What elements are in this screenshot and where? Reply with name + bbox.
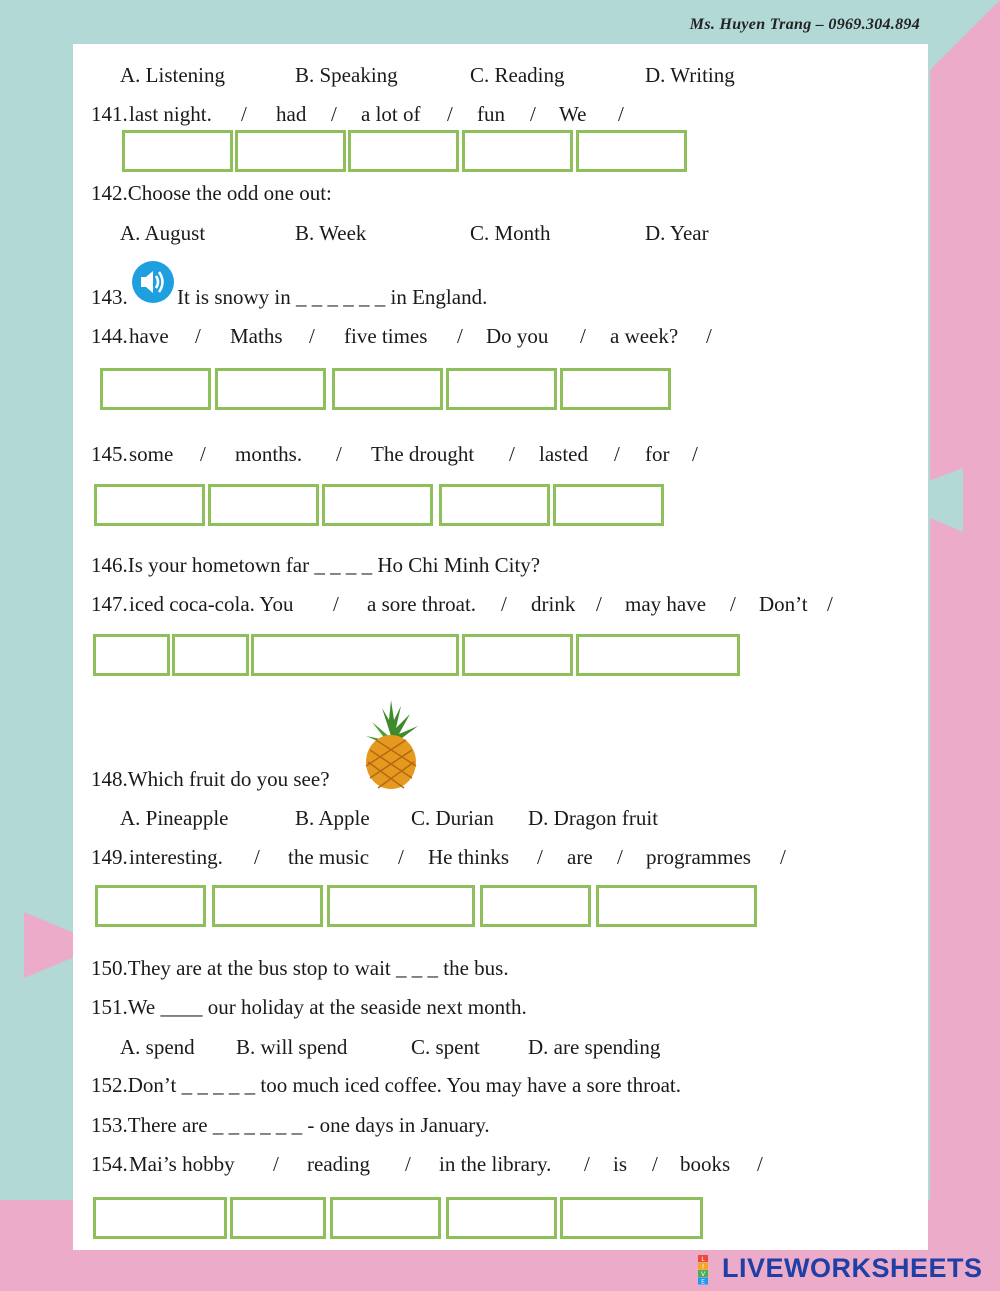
q140-option-c: C. Reading xyxy=(470,63,565,87)
q142-option-b: B. Week xyxy=(295,221,367,245)
q144-slash: / xyxy=(580,324,586,348)
q149-slash: / xyxy=(537,845,543,869)
q154-answer-box-4[interactable] xyxy=(446,1197,557,1239)
q142-question: 142.Choose the odd one out: xyxy=(91,181,332,205)
liveworksheets-logo-text: LIVEWORKSHEETS xyxy=(722,1253,983,1283)
q145-answer-box-1[interactable] xyxy=(94,484,205,526)
q145-word: The drought xyxy=(371,442,475,466)
q144-answer-box-4[interactable] xyxy=(446,368,557,410)
q145-word: for xyxy=(645,442,670,466)
q149-slash: / xyxy=(780,845,786,869)
q150-question: 150.They are at the bus stop to wait _ _ _ the bus. xyxy=(91,956,509,980)
q141-word: fun xyxy=(477,102,505,126)
q149-answer-box-3[interactable] xyxy=(327,885,475,927)
q140-option-a: A. Listening xyxy=(120,63,225,87)
q142-option-d: D. Year xyxy=(645,221,709,245)
q145-word: months. xyxy=(235,442,303,466)
q144-answer-box-3[interactable] xyxy=(332,368,443,410)
q154-word: books xyxy=(680,1152,731,1176)
q141-answer-box-4[interactable] xyxy=(462,130,573,172)
q154-slash: / xyxy=(757,1152,763,1176)
q141-answer-box-3[interactable] xyxy=(348,130,459,172)
q154-word: is xyxy=(613,1152,628,1176)
q142-option-c: C. Month xyxy=(470,221,551,245)
q144-number: 144. xyxy=(91,324,128,348)
q153-question: 153.There are _ _ _ _ _ _ - one days in January. xyxy=(91,1113,490,1137)
q141-word: We xyxy=(559,102,587,126)
q151-question: 151.We ____ our holiday at the seaside next month. xyxy=(91,995,527,1019)
q154-answer-box-5[interactable] xyxy=(560,1197,703,1239)
q140-option-d: D. Writing xyxy=(645,63,735,87)
q147-slash: / xyxy=(596,592,602,616)
q145-answer-box-2[interactable] xyxy=(208,484,319,526)
q144-answer-box-1[interactable] xyxy=(100,368,211,410)
q147-word: drink xyxy=(531,592,576,616)
q144-answer-box-5[interactable] xyxy=(560,368,671,410)
q144-slash: / xyxy=(309,324,315,348)
q147-answer-box-4[interactable] xyxy=(462,634,573,676)
q145-number: 145. xyxy=(91,442,128,466)
q144-word: five times xyxy=(344,324,428,348)
logo-letter-v: V xyxy=(700,1270,706,1278)
q141-word: last night. xyxy=(129,102,212,126)
q141-slash: / xyxy=(618,102,624,126)
logo-letter-e: E xyxy=(701,1278,705,1285)
q147-word: iced coca-cola. You xyxy=(129,592,294,616)
q147-word: may have xyxy=(625,592,707,616)
q140-option-b: B. Speaking xyxy=(295,63,398,87)
q146-question: 146.Is your hometown far _ _ _ _ Ho Chi Minh City? xyxy=(91,553,541,577)
q144-slash: / xyxy=(706,324,712,348)
q154-answer-box-3[interactable] xyxy=(330,1197,441,1239)
liveworksheets-logo-icon xyxy=(698,1255,720,1285)
q147-answer-box-1[interactable] xyxy=(93,634,170,676)
q147-answer-box-5[interactable] xyxy=(576,634,740,676)
q147-word: Don’t xyxy=(759,592,808,616)
q149-answer-box-2[interactable] xyxy=(212,885,323,927)
q141-answer-box-1[interactable] xyxy=(122,130,233,172)
q149-slash: / xyxy=(617,845,623,869)
q154-slash: / xyxy=(584,1152,590,1176)
teacher-credit: Ms. Huyen Trang – 0969.304.894 xyxy=(689,16,920,33)
q151-option-b: B. will spend xyxy=(236,1035,348,1059)
q147-number: 147. xyxy=(91,592,128,616)
q149-number: 149. xyxy=(91,845,128,869)
q145-slash: / xyxy=(692,442,698,466)
q154-word: in the library. xyxy=(439,1152,552,1176)
q147-word: a sore throat. xyxy=(367,592,477,616)
q154-answer-box-1[interactable] xyxy=(93,1197,227,1239)
q144-answer-box-2[interactable] xyxy=(215,368,326,410)
q151-option-d: D. are spending xyxy=(528,1035,661,1059)
q145-answer-box-4[interactable] xyxy=(439,484,550,526)
logo-letter-l: L xyxy=(701,1255,705,1263)
q145-slash: / xyxy=(200,442,206,466)
q147-answer-box-2[interactable] xyxy=(172,634,249,676)
q154-number: 154. xyxy=(91,1152,128,1176)
q148-option-a: A. Pineapple xyxy=(120,806,229,830)
q154-word: reading xyxy=(307,1152,370,1176)
q141-slash: / xyxy=(241,102,247,126)
q154-word: Mai’s hobby xyxy=(129,1152,235,1176)
q151-option-c: C. spent xyxy=(411,1035,480,1059)
q141-word: had xyxy=(276,102,307,126)
pineapple-image xyxy=(352,698,430,790)
q145-word: lasted xyxy=(539,442,588,466)
q143-question: It is snowy in _ _ _ _ _ _ in England. xyxy=(177,285,488,309)
q144-word: Do you xyxy=(486,324,549,348)
q141-number: 141. xyxy=(91,102,128,126)
q145-slash: / xyxy=(509,442,515,466)
q147-slash: / xyxy=(333,592,339,616)
logo-letter-i: I xyxy=(702,1263,704,1271)
q152-question: 152.Don’t _ _ _ _ _ too much iced coffee. You may have a sore throat. xyxy=(91,1073,682,1097)
q142-option-a: A. August xyxy=(120,221,206,245)
q145-word: some xyxy=(129,442,174,466)
q144-word: a week? xyxy=(610,324,679,348)
q149-word: the music xyxy=(288,845,370,869)
q145-slash: / xyxy=(336,442,342,466)
q149-slash: / xyxy=(398,845,404,869)
q149-word: interesting. xyxy=(129,845,223,869)
q147-slash: / xyxy=(827,592,833,616)
q148-option-d: D. Dragon fruit xyxy=(528,806,659,830)
q148-option-c: C. Durian xyxy=(411,806,494,830)
q145-slash: / xyxy=(614,442,620,466)
q151-option-a: A. spend xyxy=(120,1035,195,1059)
q147-slash: / xyxy=(730,592,736,616)
q141-answer-box-2[interactable] xyxy=(235,130,346,172)
q144-slash: / xyxy=(195,324,201,348)
q148-question: 148.Which fruit do you see? xyxy=(91,767,330,791)
q145-answer-box-3[interactable] xyxy=(322,484,433,526)
q154-slash: / xyxy=(652,1152,658,1176)
q154-answer-box-2[interactable] xyxy=(230,1197,326,1239)
q154-slash: / xyxy=(273,1152,279,1176)
speaker-icon[interactable] xyxy=(131,260,175,304)
q141-slash: / xyxy=(447,102,453,126)
q147-slash: / xyxy=(501,592,507,616)
q144-slash: / xyxy=(457,324,463,348)
q143-number: 143. xyxy=(91,285,128,309)
q145-answer-box-5[interactable] xyxy=(553,484,664,526)
q148-option-b: B. Apple xyxy=(295,806,370,830)
q149-answer-box-5[interactable] xyxy=(596,885,757,927)
q144-word: Maths xyxy=(230,324,283,348)
q141-answer-box-5[interactable] xyxy=(576,130,687,172)
q149-slash: / xyxy=(254,845,260,869)
q149-answer-box-4[interactable] xyxy=(480,885,591,927)
q144-word: have xyxy=(129,324,169,348)
q147-answer-box-3[interactable] xyxy=(251,634,459,676)
q141-word: a lot of xyxy=(361,102,421,126)
q149-answer-box-1[interactable] xyxy=(95,885,206,927)
q141-slash: / xyxy=(331,102,337,126)
q149-word: programmes xyxy=(646,845,751,869)
q149-word: are xyxy=(567,845,593,869)
q149-word: He thinks xyxy=(428,845,510,869)
q154-slash: / xyxy=(405,1152,411,1176)
q141-slash: / xyxy=(530,102,536,126)
